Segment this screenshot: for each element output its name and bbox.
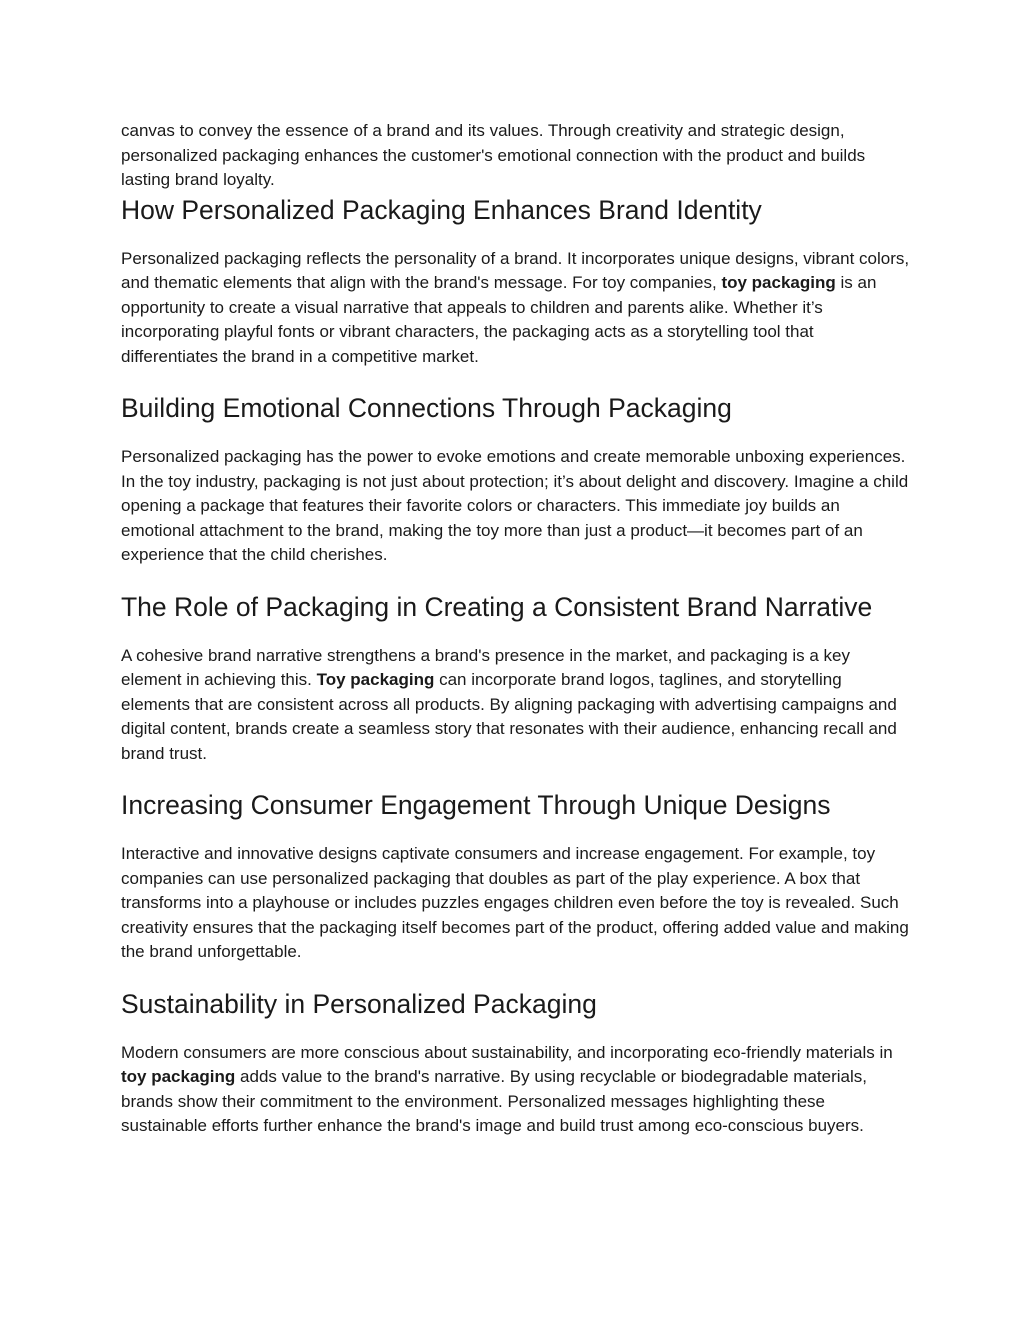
paragraph-text: adds value to the brand's narrative. By using recyclable or biodegradable materials, brands show their commitment to the environment. Personalized messages highlighting these sustainable efforts further enhance the brand's image and build trust among eco-conscious buyers. (121, 1067, 867, 1135)
section-brand-identity (121, 193, 911, 370)
section-paragraph (121, 1041, 911, 1139)
section-heading: The Role of Packaging in Creating a Consistent Brand Narrative (121, 591, 873, 622)
section-consumer-engagement (121, 788, 911, 965)
paragraph-text: Interactive and innovative designs captivate consumers and increase engagement. For example, toy companies can use personalized packaging that doubles as part of the play experience. A box that transforms into a playhouse or includes puzzles engages children even before the toy is revealed. Such creativity ensures that the packaging itself becomes part of the product, offering added value and making the brand unforgettable. (121, 844, 909, 961)
section-paragraph (121, 842, 911, 965)
paragraph-text: Personalized packaging has the power to evoke emotions and create memorable unboxing experiences. In the toy industry, packaging is not just about protection; it’s about delight and discovery. Imagine a child opening a package that features their favorite colors or characters. This immediate joy builds an emotional attachment to the brand, making the toy more than just a product—it becomes part of an experience that the child cherishes. (121, 447, 909, 564)
section-paragraph (121, 644, 911, 767)
paragraph-text: is an opportunity to create a visual narrative that appeals to children and parents alike. Whether it’s incorporating playful fonts or vibrant characters, the packaging acts as a storytelling tool that differentiates the brand in a competitive market. (121, 273, 877, 366)
paragraph-text: A cohesive brand narrative strengthens a brand's presence in the market, and packaging is a key element in achieving this. (121, 645, 851, 689)
section-paragraph (121, 247, 911, 370)
paragraph-text: can incorporate brand logos, taglines, and storytelling elements that are consistent across all products. By aligning packaging with advertising campaigns and digital content, brands create a seamless story that resonates with their audience, enhancing recall and brand trust. (121, 670, 897, 763)
bold-keyword: toy packaging (121, 1067, 236, 1086)
paragraph-text: Modern consumers are more conscious about sustainability, and incorporating eco-friendly materials in (121, 1042, 893, 1062)
section-paragraph (121, 445, 911, 568)
paragraph-text: Personalized packaging reflects the personality of a brand. It incorporates unique designs, vibrant colors, and thematic elements that align with the brand's message. For toy companies, (121, 248, 910, 292)
section-heading: How Personalized Packaging Enhances Brand Identity (121, 194, 762, 225)
intro-paragraph: canvas to convey the essence of a brand and its values. Through creativity and strategic design, personalized packaging enhances the customer's emotional connection with the product and builds lasting brand loyalty. (121, 121, 866, 189)
section-emotional-connections (121, 391, 911, 568)
section-sustainability (121, 987, 911, 1139)
bold-keyword: Toy packaging (316, 670, 435, 689)
section-heading: Increasing Consumer Engagement Through Unique Designs (121, 790, 831, 820)
bold-keyword: toy packaging (721, 273, 836, 292)
section-heading: Building Emotional Connections Through Packaging (121, 393, 732, 423)
document-page (121, 119, 911, 1161)
section-heading: Sustainability in Personalized Packaging (121, 988, 597, 1019)
section-brand-narrative (121, 590, 911, 767)
